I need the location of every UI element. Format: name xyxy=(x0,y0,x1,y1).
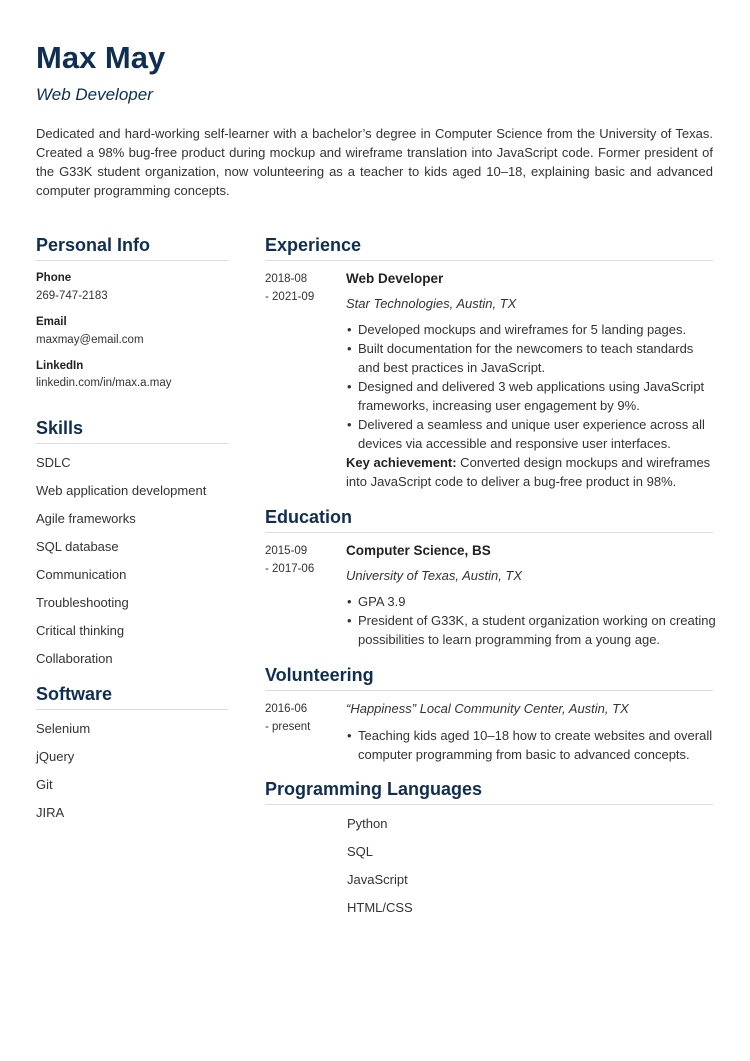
language-item: Python xyxy=(347,816,388,831)
skills-list xyxy=(36,454,206,678)
language-item: SQL xyxy=(347,844,374,859)
key-achievement-text: Converted design mockups and wireframes into JavaScript code to deliver a bug-free product in 98%. xyxy=(346,455,711,489)
language-item: HTML/CSS xyxy=(347,900,413,915)
volunteering-date-start: 2016-06 xyxy=(265,703,308,715)
volunteering-bullet: • Teaching kids aged 10–18 how to create websites and overall computer programming from basic to advanced concepts. xyxy=(346,726,716,764)
experience-date-start: 2018-08 xyxy=(265,273,308,285)
education-date-end: - 2017-06 xyxy=(265,563,315,575)
skill-item: SQL database xyxy=(36,539,119,554)
experience-bullet: • Delivered a seamless and unique user experience across all devices via accessible and responsive user interfaces. xyxy=(346,415,712,453)
education-degree: Computer Science, BS xyxy=(346,543,491,558)
software-item: Git xyxy=(36,777,53,792)
software-item: jQuery xyxy=(36,749,75,764)
experience-company: Star Technologies, Austin, TX xyxy=(346,296,517,311)
software-heading: Software xyxy=(36,684,113,704)
experience-divider xyxy=(265,260,713,261)
education-bullet: • GPA 3.9 xyxy=(346,592,716,611)
programming-languages-heading: Programming Languages xyxy=(265,779,483,799)
volunteering-heading: Volunteering xyxy=(265,665,374,685)
language-item: JavaScript xyxy=(347,872,408,887)
programming-languages-divider xyxy=(265,804,713,805)
skill-item: Agile frameworks xyxy=(36,511,136,526)
education-date-start: 2015-09 xyxy=(265,545,308,557)
linkedin-label: LinkedIn xyxy=(36,360,84,372)
volunteering-bullets xyxy=(346,726,716,764)
summary: Dedicated and hard-working self-learner with a bachelor’s degree in Computer Science from the University of Texas. Created a 98% bug-free product during mockup and wireframe translation into JavaScript code. Former president of the G33K student organization, now volunteering as a teacher to kids aged 10–18, explaining basic and advanced computer programming concepts. xyxy=(36,126,713,198)
software-item: Selenium xyxy=(36,721,91,736)
software-list xyxy=(36,720,90,832)
experience-bullets xyxy=(346,320,712,453)
email-value: maxmay@email.com xyxy=(36,334,144,346)
key-achievement-label: Key achievement: xyxy=(346,455,457,470)
skill-item: Communication xyxy=(36,567,127,582)
phone-value: 269-747-2183 xyxy=(36,290,108,302)
experience-role: Web Developer xyxy=(346,271,444,286)
education-bullets xyxy=(346,592,716,649)
candidate-name: Max May xyxy=(36,40,166,75)
skill-item: Web application development xyxy=(36,483,207,498)
email-label: Email xyxy=(36,316,67,328)
experience-bullet: • Designed and delivered 3 web applications using JavaScript frameworks, increasing user engagement by 9%. xyxy=(346,377,712,415)
experience-heading: Experience xyxy=(265,235,362,255)
volunteering-date-end: - present xyxy=(265,721,311,733)
phone-label: Phone xyxy=(36,272,72,284)
experience-bullet: • Built documentation for the newcomers to teach standards and best practices in JavaScript. xyxy=(346,339,712,377)
skills-heading: Skills xyxy=(36,418,84,438)
experience-date-end: - 2021-09 xyxy=(265,291,315,303)
skill-item: SDLC xyxy=(36,455,71,470)
skills-divider xyxy=(36,443,228,444)
volunteering-divider xyxy=(265,690,713,691)
experience-bullet: • Developed mockups and wireframes for 5 landing pages. xyxy=(346,320,712,339)
education-heading: Education xyxy=(265,507,353,527)
software-divider xyxy=(36,709,228,710)
key-achievement xyxy=(346,453,712,491)
volunteering-organization: “Happiness” Local Community Center, Austin, TX xyxy=(346,701,629,716)
education-divider xyxy=(265,532,713,533)
job-title: Web Developer xyxy=(36,85,153,104)
personal-info-divider xyxy=(36,260,228,261)
skill-item: Critical thinking xyxy=(36,623,125,638)
linkedin-value: linkedin.com/in/max.a.may xyxy=(36,377,172,389)
software-item: JIRA xyxy=(36,805,65,820)
personal-info-heading: Personal Info xyxy=(36,235,151,255)
education-bullet: • President of G33K, a student organization working on creating possibilities to learn programming from a young age. xyxy=(346,611,716,649)
education-school: University of Texas, Austin, TX xyxy=(346,568,523,583)
programming-languages-list xyxy=(347,815,413,927)
skill-item: Collaboration xyxy=(36,651,113,666)
skill-item: Troubleshooting xyxy=(36,595,129,610)
